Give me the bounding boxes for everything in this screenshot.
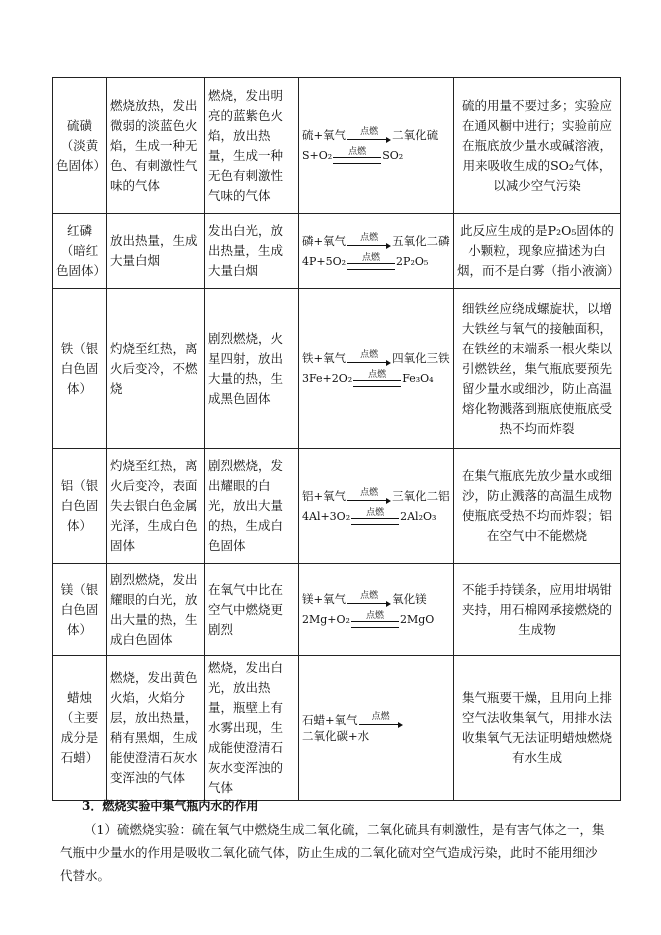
reaction-condition: 点燃	[362, 252, 381, 263]
reaction-equations	[299, 78, 454, 214]
phenomenon-in-air: 灼烧至红热，离火后变冷，表面失去银白色金属光泽，生成白色固体	[107, 449, 205, 564]
substance-name: 红磷（暗红色固体）	[53, 214, 107, 289]
arrow-icon	[347, 498, 391, 504]
equals-sign-icon	[351, 621, 399, 628]
reaction-equations	[299, 449, 454, 564]
arrow-icon	[347, 137, 391, 143]
phenomenon-in-oxygen: 燃烧，发出白光，放出热量，瓶壁上有水雾出现，生成能使澄清石灰水变浑浊的气体	[205, 656, 299, 801]
phenomenon-in-oxygen: 燃烧，发出明亮的蓝紫色火焰，放出热量，生成一种无色有刺激性气味的气体	[205, 78, 299, 214]
word-equation	[302, 591, 450, 607]
reaction-condition: 点燃	[348, 147, 367, 157]
reaction-condition: 点燃	[366, 507, 385, 518]
phenomenon-in-air: 剧烈燃烧，发出耀眼的白光，放出大量的热，生成白色固体	[107, 564, 205, 656]
chemical-equation	[302, 147, 450, 164]
body-paragraph: （1）硫燃烧实验：硫在氧气中燃烧生成二氧化硫，二氧化硫具有刺激性，是有害气体之一，集气瓶中少量水的作用是吸收二氧化硫气体，防止生成的二氧化硫对空气造成污染，此时不能用细沙代替水。	[60, 822, 605, 883]
reaction-condition: 点燃	[371, 712, 390, 722]
word-equation	[302, 712, 450, 744]
reaction-condition: 点燃	[368, 370, 387, 380]
substance-name: 蜡烛（主要成分是石蜡）	[53, 656, 107, 801]
reaction-condition: 点燃	[365, 611, 384, 621]
word-products: 氧化镁	[392, 592, 427, 606]
word-products: 二氧化硫	[392, 128, 439, 142]
phenomenon-in-oxygen: 剧烈燃烧，火星四射，放出大量的热，生成黑色固体	[205, 289, 299, 449]
table-row	[53, 214, 621, 289]
equals-sign-icon	[353, 380, 401, 387]
phenomenon-in-oxygen: 在氧气中比在空气中燃烧更剧烈	[205, 564, 299, 656]
phenomenon-in-oxygen: 剧烈燃烧，发出耀眼的白光，放出大量的热，生成白色固体	[205, 449, 299, 564]
chemical-equation	[302, 253, 450, 270]
table-row	[53, 656, 621, 801]
phenomenon-in-air: 灼烧至红热，离火后变冷，不燃烧	[107, 289, 205, 449]
word-products: 五氧化二磷	[392, 233, 450, 248]
word-equation	[302, 233, 450, 249]
formula-reactants: 4P+5O₂	[302, 254, 347, 268]
substance-name: 铝（银白色固体）	[53, 449, 107, 564]
precautions: 在集气瓶底先放少量水或细沙，防止溅落的高温生成物使瓶底受热不均而炸裂；铝在空气中不能燃烧	[454, 449, 621, 564]
word-products: 四氧化三铁	[392, 351, 450, 365]
reaction-condition: 点燃	[360, 350, 379, 360]
formula-reactants: 2Mg+O₂	[302, 613, 350, 626]
word-reactants: 铝+氧气	[302, 488, 347, 503]
word-equation	[302, 488, 450, 504]
table-row	[53, 78, 621, 214]
equals-sign-icon	[333, 157, 381, 164]
word-reactants: 石蜡+氧气	[302, 713, 358, 727]
reaction-equations	[299, 656, 454, 801]
phenomenon-in-air: 燃烧，发出黄色火焰，火焰分层，放出热量，稍有黑烟，生成能使澄清石灰水变浑浊的气体	[107, 656, 205, 801]
reaction-condition: 点燃	[360, 232, 379, 243]
reaction-condition: 点燃	[360, 127, 379, 137]
table-row	[53, 449, 621, 564]
equals-sign-icon	[351, 518, 399, 525]
word-products: 二氧化碳+水	[302, 729, 370, 743]
combustion-table	[52, 77, 621, 801]
chemical-equation	[302, 611, 450, 628]
reaction-equations	[299, 564, 454, 656]
precautions: 硫的用量不要过多；实验应在通风橱中进行；实验前应在瓶底放少量水或碱溶液，用来吸收生成的SO₂气体，以减少空气污染	[454, 78, 621, 214]
table-row	[53, 564, 621, 656]
arrow-icon	[347, 601, 391, 607]
substance-name: 镁（银白色固体）	[53, 564, 107, 656]
word-reactants: 硫+氧气	[302, 128, 347, 142]
formula-products: 2P₂O₅	[396, 254, 429, 268]
arrow-icon	[359, 722, 403, 728]
chemical-equation	[302, 370, 450, 387]
word-products: 三氧化二铝	[392, 488, 450, 503]
substance-name: 硫磺（淡黄色固体）	[53, 78, 107, 214]
word-reactants: 镁+氧气	[302, 592, 347, 606]
chemical-equation	[302, 508, 450, 525]
formula-products: 2Al₂O₃	[400, 509, 437, 523]
word-reactants: 铁+氧气	[302, 351, 347, 365]
precautions: 集气瓶要干燥，且用向上排空气法收集氧气，用排水法收集氧气无法证明蜡烛燃烧有水生成	[454, 656, 621, 801]
equals-sign-icon	[347, 263, 395, 270]
reaction-condition: 点燃	[360, 487, 379, 498]
reaction-equations	[299, 214, 454, 289]
word-equation	[302, 350, 450, 366]
arrow-icon	[347, 360, 391, 366]
phenomenon-in-air: 燃烧放热，发出微弱的淡蓝色火焰，生成一种无色、有刺激性气味的气体	[107, 78, 205, 214]
formula-reactants: 3Fe+2O₂	[302, 372, 353, 385]
formula-reactants: 4Al+3O₂	[302, 509, 351, 523]
section-heading: 3．燃烧实验中集气瓶内水的作用	[82, 799, 259, 813]
formula-products: 2MgO	[399, 613, 435, 626]
reaction-equations	[299, 289, 454, 449]
precautions: 不能手持镁条，应用坩埚钳夹持，用石棉网承接燃烧的生成物	[454, 564, 621, 656]
word-reactants: 磷+氧气	[302, 233, 347, 248]
phenomenon-in-oxygen: 发出白光，放出热量，生成大量白烟	[205, 214, 299, 289]
table-row	[53, 289, 621, 449]
arrow-icon	[347, 243, 391, 249]
word-equation	[302, 127, 450, 143]
formula-products: Fe₃O₄	[402, 372, 434, 385]
reaction-condition: 点燃	[360, 591, 379, 601]
phenomenon-in-air: 放出热量，生成大量白烟	[107, 214, 205, 289]
precautions: 细铁丝应绕成螺旋状，以增大铁丝与氧气的接触面积，在铁丝的末端系一根火柴以引燃铁丝，集气瓶底要预先留少量水或细沙，防止高温熔化物溅落到瓶底使瓶底受热不均而炸裂	[454, 289, 621, 449]
formula-reactants: S+O₂	[302, 149, 333, 162]
precautions: 此反应生成的是P₂O₅固体的小颗粒，现象应描述为白烟，而不是白雾（指小液滴）	[454, 214, 621, 289]
substance-name: 铁（银白色固体）	[53, 289, 107, 449]
formula-products: SO₂	[382, 149, 404, 162]
